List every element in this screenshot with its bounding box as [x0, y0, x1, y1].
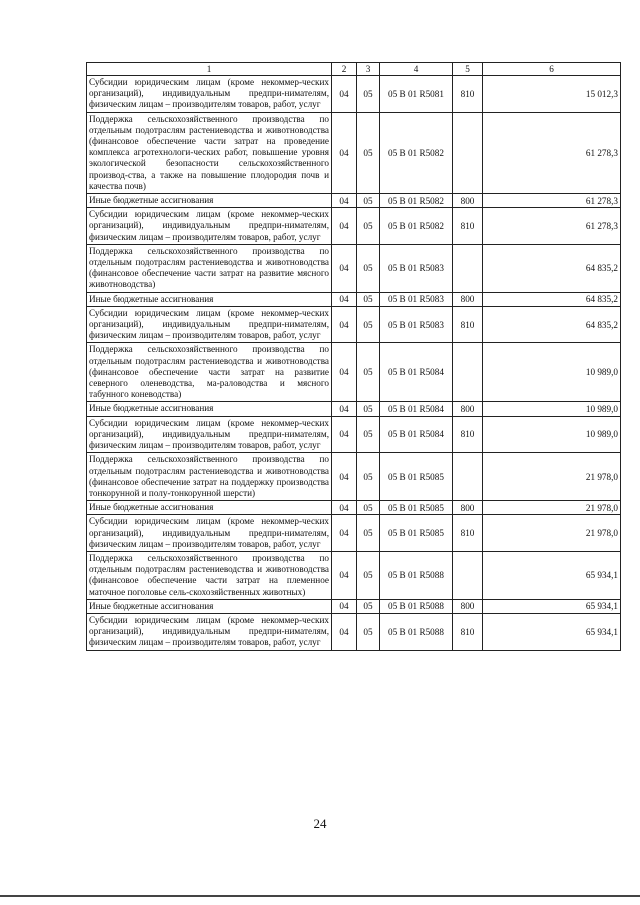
cell-section: 04 [332, 292, 357, 306]
column-header-5: 5 [453, 63, 483, 76]
cell-amount: 65 934,1 [483, 613, 621, 650]
cell-subsection: 05 [357, 599, 380, 613]
cell-expense-type: 810 [453, 208, 483, 245]
cell-target-article: 05 В 01 R5085 [380, 501, 453, 515]
table-row [87, 453, 621, 501]
cell-amount: 61 278,3 [483, 112, 621, 193]
cell-expense-type: 800 [453, 599, 483, 613]
cell-subsection: 05 [357, 515, 380, 552]
cell-section: 04 [332, 599, 357, 613]
cell-expense-type: 800 [453, 501, 483, 515]
cell-expense-type: 800 [453, 292, 483, 306]
cell-section: 04 [332, 343, 357, 402]
cell-target-article: 05 В 01 R5084 [380, 416, 453, 453]
cell-name: Поддержка сельскохозяйственного производства по отдельным подотраслям растениеводства и животноводства (финансовое обеспечение части затрат на проведение комплекса агротехнологи-ческих работ, повышение уровня экологической безопасности сельскохозяйственного производ-ства, а также на повышение плодородия почв и качества почв) [87, 112, 332, 193]
cell-amount: 10 989,0 [483, 343, 621, 402]
cell-subsection: 05 [357, 76, 380, 113]
cell-section: 04 [332, 501, 357, 515]
cell-expense-type [453, 453, 483, 501]
table-row [87, 416, 621, 453]
cell-section: 04 [332, 515, 357, 552]
table-row [87, 613, 621, 650]
column-header-3: 3 [357, 63, 380, 76]
cell-subsection: 05 [357, 501, 380, 515]
column-header-6: 6 [483, 63, 621, 76]
cell-target-article: 05 В 01 R5084 [380, 402, 453, 416]
cell-name: Иные бюджетные ассигнования [87, 599, 332, 613]
cell-section: 04 [332, 613, 357, 650]
cell-subsection: 05 [357, 416, 380, 453]
cell-name: Субсидии юридическим лицам (кроме некоммер-ческих организаций), индивидуальным предпри-нимателям, физическим лицам – производителям товаров, работ, услуг [87, 76, 332, 113]
cell-name: Поддержка сельскохозяйственного производства по отдельным подотраслям растениеводства и животноводства (финансовое обеспечение части затрат на развитие северного оленеводства, ма-раловодства и мясного табунного коневодства) [87, 343, 332, 402]
column-header-4: 4 [380, 63, 453, 76]
table-row [87, 343, 621, 402]
scan-edge-line [0, 895, 640, 897]
cell-section: 04 [332, 208, 357, 245]
table-row [87, 208, 621, 245]
cell-expense-type: 810 [453, 306, 483, 343]
cell-target-article: 05 В 01 R5083 [380, 292, 453, 306]
table-row [87, 402, 621, 416]
cell-section: 04 [332, 402, 357, 416]
cell-target-article: 05 В 01 R5088 [380, 599, 453, 613]
cell-section: 04 [332, 416, 357, 453]
table-row [87, 292, 621, 306]
cell-amount: 21 978,0 [483, 501, 621, 515]
cell-section: 04 [332, 453, 357, 501]
cell-expense-type: 810 [453, 76, 483, 113]
table-row [87, 244, 621, 292]
cell-subsection: 05 [357, 453, 380, 501]
cell-name: Поддержка сельскохозяйственного производства по отдельным подотраслям растениеводства и животноводства (финансовое обеспечение части затрат на племенное маточное поголовье сель-скохозяйственных животных) [87, 551, 332, 599]
cell-target-article: 05 В 01 R5088 [380, 613, 453, 650]
cell-expense-type: 810 [453, 515, 483, 552]
cell-amount: 65 934,1 [483, 599, 621, 613]
table-row [87, 599, 621, 613]
cell-target-article: 05 В 01 R5085 [380, 453, 453, 501]
cell-expense-type: 800 [453, 194, 483, 208]
cell-section: 04 [332, 244, 357, 292]
cell-amount: 61 278,3 [483, 194, 621, 208]
cell-expense-type [453, 244, 483, 292]
cell-target-article: 05 В 01 R5085 [380, 515, 453, 552]
cell-amount: 21 978,0 [483, 453, 621, 501]
cell-expense-type [453, 112, 483, 193]
cell-name: Субсидии юридическим лицам (кроме некоммер-ческих организаций), индивидуальным предпри-нимателям, физическим лицам – производителям товаров, работ, услуг [87, 613, 332, 650]
cell-amount: 61 278,3 [483, 208, 621, 245]
cell-amount: 10 989,0 [483, 416, 621, 453]
cell-amount: 64 835,2 [483, 244, 621, 292]
cell-target-article: 05 В 01 R5083 [380, 244, 453, 292]
cell-amount: 65 934,1 [483, 551, 621, 599]
cell-amount: 15 012,3 [483, 76, 621, 113]
cell-expense-type [453, 551, 483, 599]
cell-target-article: 05 В 01 R5081 [380, 76, 453, 113]
cell-subsection: 05 [357, 551, 380, 599]
cell-expense-type: 810 [453, 613, 483, 650]
cell-name: Субсидии юридическим лицам (кроме некоммер-ческих организаций), индивидуальным предпри-нимателям, физическим лицам – производителям товаров, работ, услуг [87, 515, 332, 552]
cell-amount: 64 835,2 [483, 306, 621, 343]
table-body [87, 76, 621, 651]
cell-name: Иные бюджетные ассигнования [87, 501, 332, 515]
cell-name: Субсидии юридическим лицам (кроме некоммер-ческих организаций), индивидуальным предпри-нимателям, физическим лицам – производителям товаров, работ, услуг [87, 208, 332, 245]
cell-name: Иные бюджетные ассигнования [87, 402, 332, 416]
cell-name: Иные бюджетные ассигнования [87, 194, 332, 208]
cell-expense-type: 800 [453, 402, 483, 416]
cell-amount: 10 989,0 [483, 402, 621, 416]
cell-section: 04 [332, 112, 357, 193]
page-number: 24 [313, 816, 327, 831]
cell-section: 04 [332, 76, 357, 113]
table-row [87, 515, 621, 552]
cell-subsection: 05 [357, 402, 380, 416]
table-row [87, 306, 621, 343]
cell-target-article: 05 В 01 R5082 [380, 208, 453, 245]
cell-subsection: 05 [357, 208, 380, 245]
cell-subsection: 05 [357, 194, 380, 208]
table-header-row [87, 63, 621, 76]
cell-target-article: 05 В 01 R5082 [380, 112, 453, 193]
cell-target-article: 05 В 01 R5083 [380, 306, 453, 343]
cell-name: Субсидии юридическим лицам (кроме некоммер-ческих организаций), индивидуальным предпри-нимателям, физическим лицам – производителям товаров, работ, услуг [87, 306, 332, 343]
cell-subsection: 05 [357, 292, 380, 306]
cell-subsection: 05 [357, 343, 380, 402]
cell-target-article: 05 В 01 R5088 [380, 551, 453, 599]
cell-target-article: 05 В 01 R5082 [380, 194, 453, 208]
cell-name: Субсидии юридическим лицам (кроме некоммер-ческих организаций), индивидуальным предпри-нимателям, физическим лицам – производителям товаров, работ, услуг [87, 416, 332, 453]
column-header-1: 1 [87, 63, 332, 76]
cell-subsection: 05 [357, 306, 380, 343]
cell-subsection: 05 [357, 244, 380, 292]
cell-name: Поддержка сельскохозяйственного производства по отдельным подотраслям растениеводства и животноводства (финансовое обеспечение части затрат на развитие мясного животноводства) [87, 244, 332, 292]
cell-amount: 64 835,2 [483, 292, 621, 306]
table-row [87, 76, 621, 113]
cell-section: 04 [332, 306, 357, 343]
cell-subsection: 05 [357, 613, 380, 650]
cell-name: Иные бюджетные ассигнования [87, 292, 332, 306]
cell-amount: 21 978,0 [483, 515, 621, 552]
table-row [87, 551, 621, 599]
table-row [87, 194, 621, 208]
budget-table [86, 62, 621, 651]
table-row [87, 501, 621, 515]
cell-name: Поддержка сельскохозяйственного производства по отдельным подотраслям растениеводства и животноводства (финансовое обеспечение затрат на поддержку производства тонкорунной и полу-тонкорунной шерсти) [87, 453, 332, 501]
cell-expense-type [453, 343, 483, 402]
column-header-2: 2 [332, 63, 357, 76]
cell-target-article: 05 В 01 R5084 [380, 343, 453, 402]
cell-section: 04 [332, 551, 357, 599]
cell-expense-type: 810 [453, 416, 483, 453]
table-row [87, 112, 621, 193]
cell-section: 04 [332, 194, 357, 208]
cell-subsection: 05 [357, 112, 380, 193]
